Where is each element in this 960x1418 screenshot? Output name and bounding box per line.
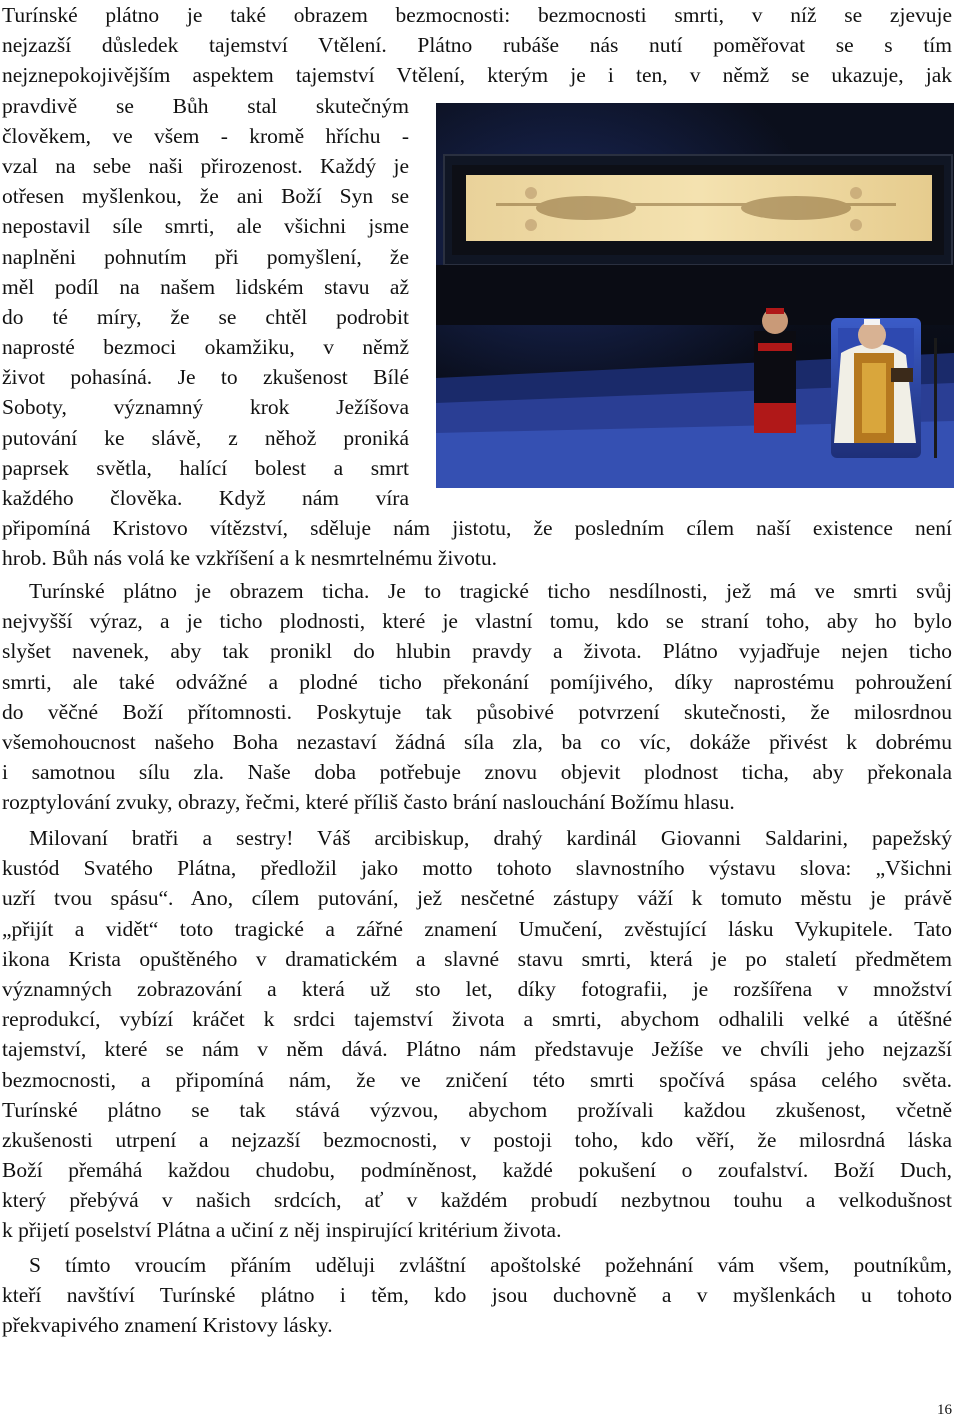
text-line: reprodukcí, vybízí kráčet k srdci tajemství života a smrti, abychom odhalili velké a útěšné bbox=[2, 1007, 952, 1032]
text-line: kustód Svatého Plátna, předložil jako motto tohoto slavnostního výstavu slova: „Všichni bbox=[2, 856, 952, 881]
text-line: významných zobrazování a která už sto let, díky fotografii, je rozšířena v množství bbox=[2, 976, 952, 1001]
text-line: člověkem, ve všem - kromě hříchu - bbox=[2, 123, 409, 148]
text-line: do věčné Boží přítomnosti. Poskytuje tak působivé potvrzení skutečnosti, že milosrdnou bbox=[2, 699, 952, 724]
text-line: kteří navštíví Turínské plátno i těm, kdo jsou duchovně a v myšlenkách u tohoto bbox=[2, 1283, 952, 1308]
text-line: nejznepokojivějším aspektem tajemství Vtělení, kterým je i ten, v němž se ukazuje, jak bbox=[2, 63, 952, 88]
text-line: vzal na sebe naši přirozenost. Každý je bbox=[2, 153, 409, 178]
text-line: Turínské plátno se tak stává výzvou, abychom prožívali každou zkušenost, včetně bbox=[2, 1097, 952, 1122]
text-line: život pohasíná. Je to zkušenost Bílé bbox=[2, 365, 409, 390]
text-line: „přijít a vidět“ toto tragické a zářné znamení Umučení, zvěstující lásku Vykupitele. Tato bbox=[2, 916, 952, 941]
paragraph-4 bbox=[2, 1250, 952, 1341]
text-line: slyšet navenek, aby tak pronikl do hlubin pravdy a života. Plátno vyjadřuje nejen ticho bbox=[2, 639, 952, 664]
text-line: naprosté bezmoci okamžiku, v němž bbox=[2, 335, 409, 360]
text-line: připomíná Kristovo vítězství, sděluje nám jistotu, že posledním cílem naší existence není bbox=[2, 516, 952, 541]
text-line: k přijetí poselství Plátna a učiní z něj inspirující kritérium života. bbox=[2, 1218, 562, 1243]
text-line: nejzazší důsledek tajemství Vtělení. Plátno rubáše nás nutí poměřovat se s tím bbox=[2, 33, 952, 58]
text-line: tajemství, které se nám v něm dává. Plátno nám představuje Ježíše ve chvíli jeho nejzazší bbox=[2, 1037, 952, 1062]
text-line: zkušenosti utrpení a nejzazší bezmocnosti, v postoji toho, kdo věří, že milosrdná láska bbox=[2, 1127, 952, 1152]
text-line: uzří tvou spásu“. Ano, cílem putování, jež nesčetné zástupy váží k tomuto městu je právě bbox=[2, 886, 952, 911]
text-line: nejvyšší výraz, a je ticho plodnosti, které je vlastní tomu, kdo se straní toho, aby ho bylo bbox=[2, 609, 952, 634]
text-line: pravdivě se Bůh stal skutečným bbox=[2, 93, 409, 118]
text-line: všemohoucnost našeho Boha nezastaví žádná síla zla, ba co víc, dokáže přivést k dobrému bbox=[2, 729, 952, 754]
text-line: hrob. Bůh nás volá ke vzkříšení a k nesmrtelnému životu. bbox=[2, 546, 497, 571]
text-line: který přebývá v našich srdcích, ať v každém probudí nezbytnou touhu a velkodušnost bbox=[2, 1188, 952, 1213]
text-line: i samotnou sílu zla. Naše doba potřebuje znovu objevit plodnost ticha, aby překonala bbox=[2, 760, 952, 785]
text-line: překvapivého znamení Kristovy lásky. bbox=[2, 1313, 333, 1338]
paragraph-3 bbox=[2, 823, 952, 1246]
text-line: smrti, ale také odvážné a plodné ticho překonání pomíjivého, díky naprostému pohroužení bbox=[2, 669, 952, 694]
text-line: ikona Krista opuštěného v dramatickém a slavné stavu smrti, která je po staletí předmětem bbox=[2, 946, 952, 971]
text-line: rozptylování zvuky, obrazy, řečmi, které příliš často brání naslouchání Božímu hlasu. bbox=[2, 790, 735, 815]
text-line: Turínské plátno je obrazem ticha. Je to tragické ticho nesdílnosti, jež má ve smrti svůj bbox=[29, 579, 952, 603]
page-number: 16 bbox=[937, 1402, 952, 1418]
text-line: putování ke slávě, z něhož proniká bbox=[2, 425, 409, 450]
text-line: S tímto vroucím přáním uděluji zvláštní apoštolské požehnání vám všem, poutníkům, bbox=[29, 1253, 952, 1277]
photo-shroud-exhibition-icon bbox=[436, 103, 954, 488]
text-line: Milovaní bratři a sestry! Váš arcibiskup, drahý kardinál Giovanni Saldarini, papežský bbox=[29, 826, 952, 850]
text-line: každého člověka. Když nám víra bbox=[2, 486, 409, 510]
paragraph-2 bbox=[2, 576, 952, 818]
photo-shroud-exhibition bbox=[436, 103, 954, 488]
text-line: paprsek světla, halící bolest a smrt bbox=[2, 455, 409, 480]
text-line: naplněni pohnutím při pomyšlení, že bbox=[2, 244, 409, 269]
text-line: bezmocnosti, a připomíná nám, že ve zničení této smrti spočívá spása celého světa. bbox=[2, 1067, 952, 1092]
text-line: měl podíl na našem lidském stavu až bbox=[2, 274, 409, 299]
text-line: do té míry, že se chtěl podrobit bbox=[2, 304, 409, 329]
text-line: otřesen myšlenkou, že ani Boží Syn se bbox=[2, 184, 409, 209]
text-line: Soboty, významný krok Ježíšova bbox=[2, 395, 409, 420]
text-line: nepostavil síle smrti, ale všichni jsme bbox=[2, 214, 409, 239]
text-line: Boží přemáhá každou chudobu, podmíněnost, každé pokušení o zoufalství. Boží Duch, bbox=[2, 1158, 952, 1183]
text-line: Turínské plátno je také obrazem bezmocnosti: bezmocnosti smrti, v níž se zjevuje bbox=[2, 3, 952, 27]
